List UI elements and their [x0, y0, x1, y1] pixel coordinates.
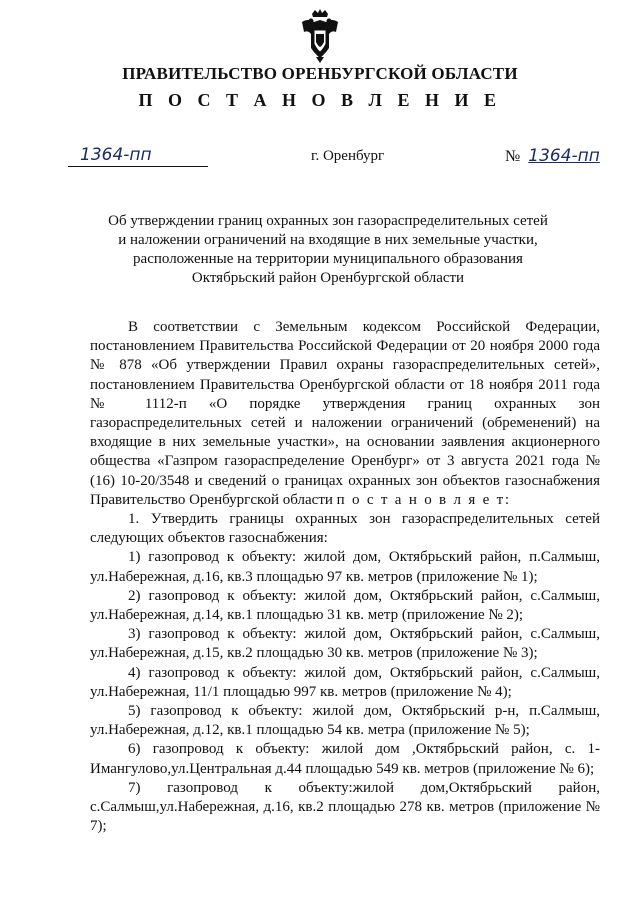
clause-item: 4) газопровод к объекту: жилой дом, Октябрьский район, с.Салмыш, ул.Набережная, 11/1 площадью 997 кв. метров (приложение № 4);	[90, 664, 600, 700]
resolves-word: п о с т а н о в л я е т:	[336, 491, 511, 508]
subject-line: Об утверждении границ охранных зон газораспределительных сетей	[108, 213, 548, 229]
document-subject	[88, 212, 568, 288]
subject-line: и наложении ограничений на входящие в них земельные участки,	[118, 232, 538, 248]
registration-date-field	[68, 146, 208, 167]
coat-of-arms-icon	[298, 8, 342, 64]
preamble-paragraph	[90, 318, 600, 510]
city: г. Оренбург	[311, 148, 385, 164]
subject-line: Октябрьский район Оренбургской области	[191, 270, 465, 286]
preamble-text: В соответствии с Земельным кодексом Российской Федерации, постановлением Правительства Российской Федерации от 20 ноября 2000 года № 878 «Об утверждении Правил охраны газораспределительных сетей», постановлением Правительства Оренбургской области от 18 ноября 2011 года № 1112-п «О порядке утверждения границ охранных зон газораспределительных сетей и наложении ограничений (обременений) на входящие в них земельные участки», на основании заявления акционерного общества «Газпром газораспределение Оренбург» от 3 августа 2021 года № (16) 10-20/3548 и сведений о границах охранных зон объектов газоснабжения Правительство Оренбургской области	[90, 319, 600, 508]
handwritten-date: 1364-пп	[80, 145, 152, 165]
clause-item: 1. Утвердить границы охранных зон газораспределительных сетей следующих объектов газоснабжения:	[90, 511, 600, 547]
clause-item: 6) газопровод к объекту: жилой дом ,Октябрьский район, с. 1-Имангулово,ул.Центральная д.44 площадью 549 кв. метров (приложение № 6);	[90, 741, 600, 777]
handwritten-number: 1364-пп	[528, 146, 600, 166]
clause-item: 5) газопровод к объекту: жилой дом, Октябрьский р-н, п.Салмыш, ул.Набережная, д.12, кв.1 площадью 54 кв. метра (приложение № 5);	[90, 703, 600, 739]
clause-item: 1) газопровод к объекту: жилой дом, Октябрьский район, п.Салмыш, ул.Набережная, д.16, кв.3 площадью 97 кв. метров (приложение № 1);	[90, 549, 600, 585]
clause-item: 3) газопровод к объекту: жилой дом, Октябрьский район, с.Салмыш, ул.Набережная, д.15, кв.2 площадью 30 кв. метров (приложение № 3);	[90, 626, 600, 662]
document-body	[90, 318, 600, 836]
government-title: ПРАВИТЕЛЬСТВО ОРЕНБУРГСКОЙ ОБЛАСТИ	[122, 64, 518, 83]
clause-item: 2) газопровод к объекту: жилой дом, Октябрьский район, с.Салмыш, ул.Набережная, д.14, кв.1 площадью 31 кв. метр (приложение № 2);	[90, 587, 600, 624]
registration-number	[505, 146, 600, 166]
document-type: П О С Т А Н О В Л Е Н И Е	[138, 90, 502, 110]
clause-item: 7) газопровод к объекту:жилой дом,Октябрьский район, с.Салмыш,ул.Набережная, д.16, кв.2 площадью 278 кв. метров (приложение № 7);	[90, 779, 600, 835]
number-prefix: №	[505, 148, 521, 165]
subject-line: расположенные на территории муниципального образования	[133, 251, 523, 267]
